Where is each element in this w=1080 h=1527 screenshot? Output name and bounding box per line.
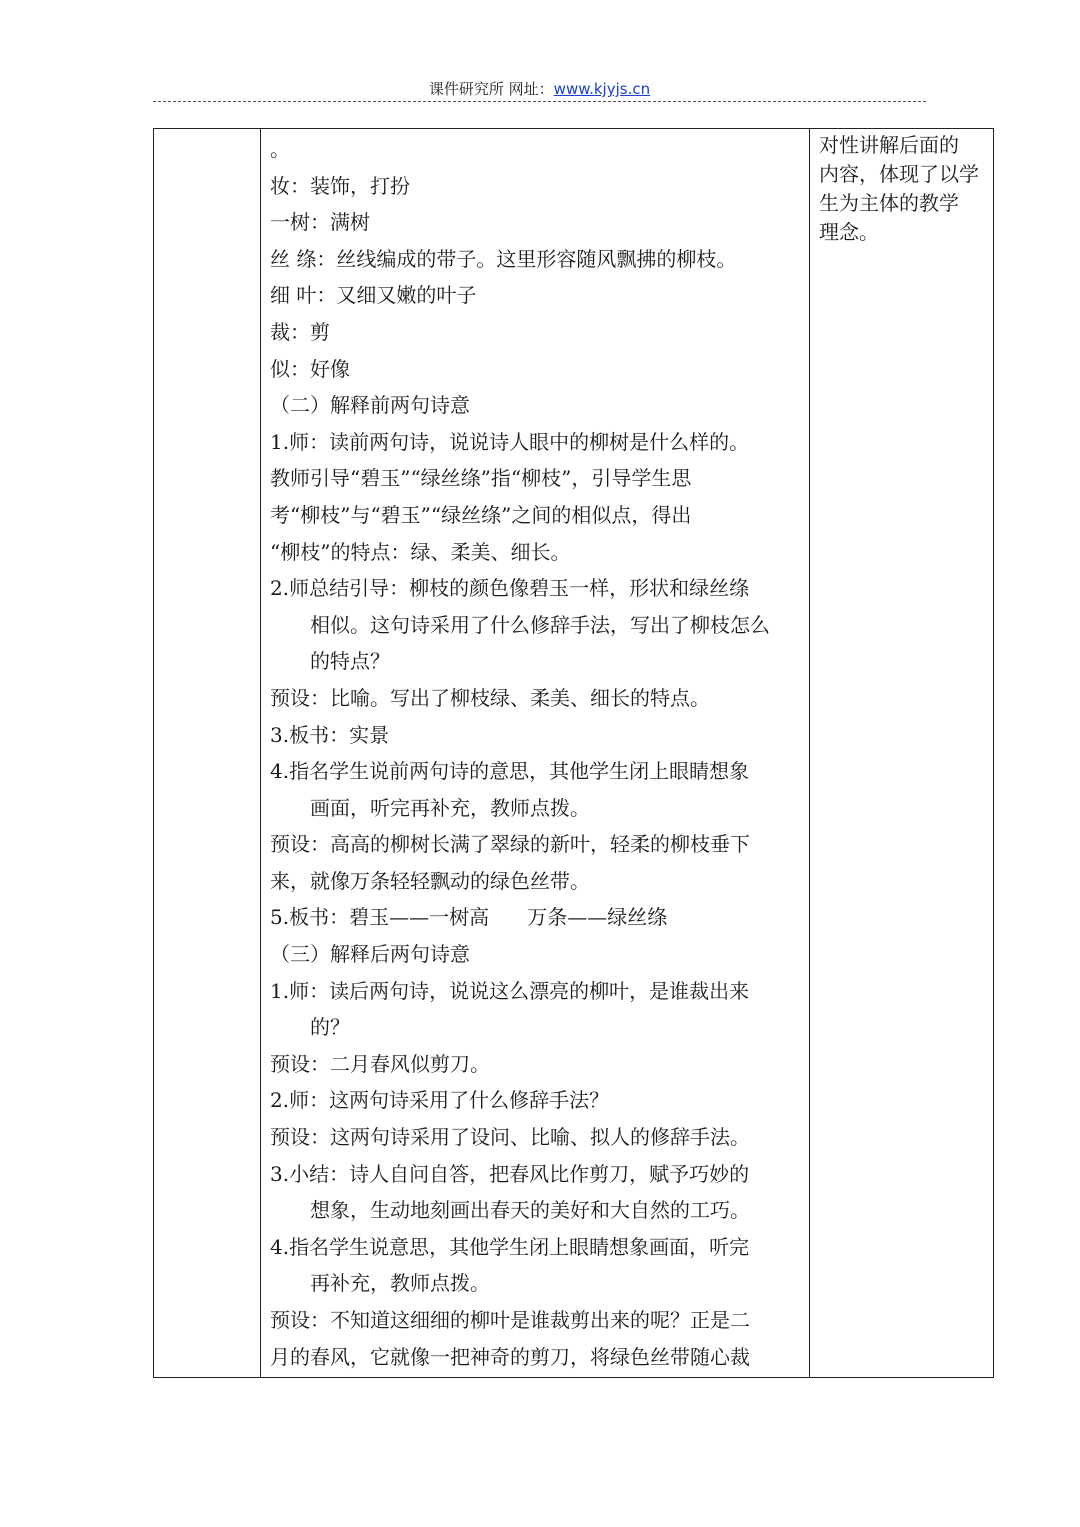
content-line: 预设：二月春风似剪刀。 <box>270 1051 490 1076</box>
content-line: 4.指名学生说前两句诗的意思，其他学生闭上眼睛想象 <box>270 759 750 784</box>
content-line: 2.师总结引导：柳枝的颜色像碧玉一样，形状和绿丝绦 <box>270 576 750 601</box>
content-line: 裁：剪 <box>270 319 330 344</box>
content-line: 细 叶：又细又嫩的叶子 <box>270 283 477 308</box>
content-line: 预设：比喻。写出了柳枝绿、柔美、细长的特点。 <box>270 685 710 710</box>
content-line: 相似。这句诗采用了什么修辞手法，写出了柳枝怎么 <box>310 612 770 637</box>
content-line: 预设：这两句诗采用了设问、比喻、拟人的修辞手法。 <box>270 1125 750 1150</box>
content-line: 月的春风，它就像一把神奇的剪刀，将绿色丝带随心裁 <box>270 1344 750 1369</box>
content-line: 丝 绦：丝线编成的带子。这里形容随风飘拂的柳枝。 <box>270 246 737 271</box>
note-line: 对性讲解后面的 <box>819 133 959 157</box>
note-line: 内容，体现了以学 <box>819 162 979 186</box>
content-line: 再补充，教师点拨。 <box>310 1271 490 1296</box>
content-line: 1.师：读前两句诗，说说诗人眼中的柳树是什么样的。 <box>270 429 750 454</box>
content-line: 2.师：这两句诗采用了什么修辞手法？ <box>270 1088 610 1113</box>
teaching-content-cell <box>270 131 802 1375</box>
lesson-table <box>153 128 994 1378</box>
content-line: 3.板书：实景 <box>270 722 390 747</box>
table-column-divider <box>809 129 810 1377</box>
design-notes-cell <box>819 131 989 247</box>
content-line: 5.板书：碧玉——一树高 万条——绿丝绦 <box>270 905 668 930</box>
content-line: 1.师：读后两句诗，说说这么漂亮的柳叶，是谁裁出来 <box>270 978 750 1003</box>
content-line: 考“柳枝”与“碧玉”“绿丝绦”之间的相似点，得出 <box>270 502 692 527</box>
section-heading: （三）解释后两句诗意 <box>270 942 470 967</box>
content-line: 似：好像 <box>270 356 350 381</box>
note-line: 生为主体的教学 <box>819 191 959 215</box>
content-line: 的特点？ <box>310 649 390 674</box>
content-line: 画面，听完再补充，教师点拨。 <box>310 795 590 820</box>
content-line: 想象，生动地刻画出春天的美好和大自然的工巧。 <box>310 1198 750 1223</box>
content-line: 。 <box>270 137 290 161</box>
content-line: 一树：满树 <box>270 210 370 235</box>
content-line: 教师引导“碧玉”“绿丝绦”指“柳枝”，引导学生思 <box>270 466 692 491</box>
content-line: 的？ <box>310 1015 350 1040</box>
header-divider <box>153 101 926 102</box>
content-line: 来，就像万条轻轻飘动的绿色丝带。 <box>270 868 590 893</box>
content-line: “柳枝”的特点：绿、柔美、细长。 <box>270 539 571 564</box>
website-link[interactable]: www.kjyjs.cn <box>553 80 651 98</box>
section-heading: （二）解释前两句诗意 <box>270 393 470 418</box>
content-line: 预设：高高的柳树长满了翠绿的新叶，轻柔的柳枝垂下 <box>270 832 750 857</box>
content-line: 妆：装饰，打扮 <box>270 173 410 198</box>
table-column-divider <box>260 129 261 1377</box>
content-line: 4.指名学生说意思，其他学生闭上眼睛想象画面，听完 <box>270 1234 750 1259</box>
page-header <box>153 78 926 100</box>
content-line: 3.小结：诗人自问自答，把春风比作剪刀，赋予巧妙的 <box>270 1161 750 1186</box>
note-line: 理念。 <box>819 220 879 244</box>
content-line: 预设：不知道这细细的柳叶是谁裁剪出来的呢？正是二 <box>270 1308 750 1332</box>
header-prefix: 课件研究所 网址： <box>428 80 554 98</box>
